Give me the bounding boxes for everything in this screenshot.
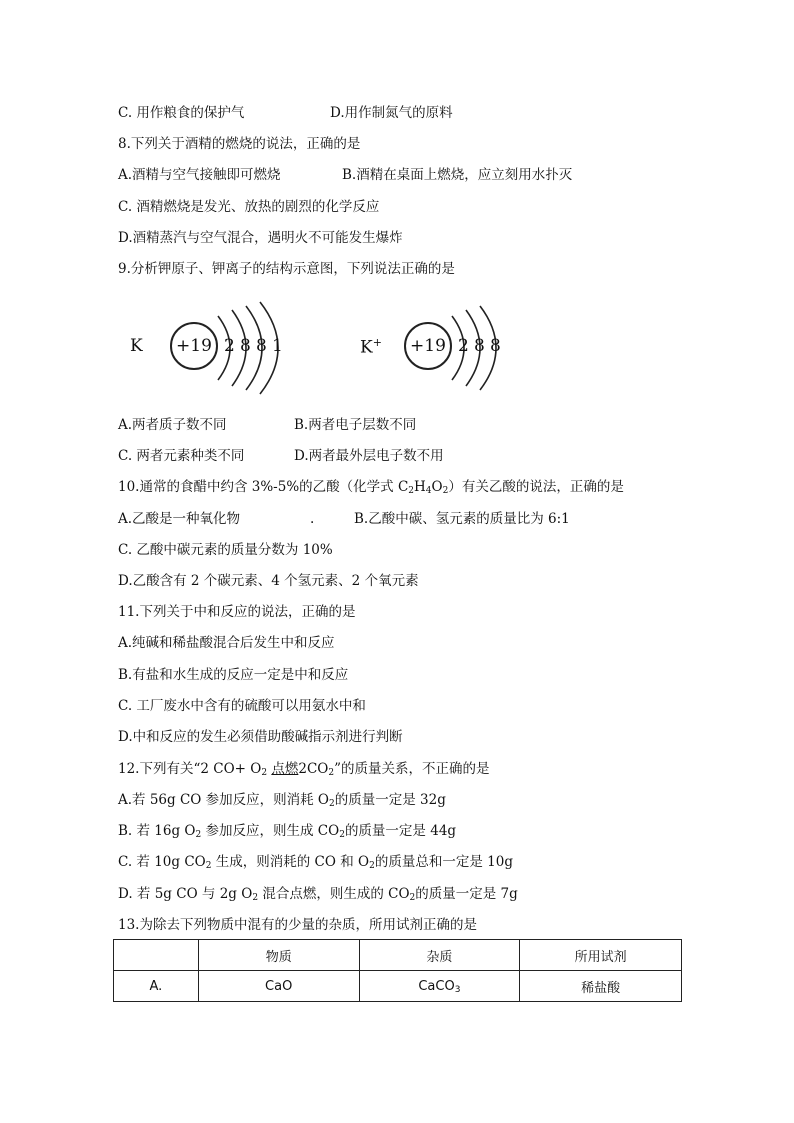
row-label: A.	[114, 971, 199, 1002]
q9-option-a: A.两者质子数不同	[118, 417, 227, 433]
q9-option-b: B.两者电子层数不同	[294, 417, 417, 433]
table-header-row	[114, 940, 682, 971]
row-impurity: CaCO$_3$	[359, 971, 520, 1002]
header-blank	[114, 940, 199, 971]
header-reagent: 所用试剂	[520, 940, 682, 971]
q13-options-table	[113, 939, 682, 1002]
q10-option-d: D.乙酸含有 2 个碳元素、4 个氢元素、2 个氧元素	[118, 573, 419, 589]
q11-option-b: B.有盐和水生成的反应一定是中和反应	[118, 667, 349, 683]
electron-shell-arcs	[352, 298, 542, 398]
q12-stem: 12.下列有关“2 $CO+ O_2$ 点燃$2CO_2$”的质量关系，不正确的是	[118, 761, 490, 778]
q10-option-b: B.乙酸中碳、氢元素的质量比为 6:1	[354, 511, 570, 527]
stray-dot: .	[310, 511, 315, 527]
q8-stem: 8.下列关于酒精的燃烧的说法，正确的是	[118, 136, 361, 152]
shell-2-electrons: 8	[240, 336, 251, 356]
shell-4-electrons: 1	[272, 336, 283, 356]
q9-stem: 9.分析钾原子、钾离子的结构示意图，下列说法正确的是	[118, 261, 455, 277]
q12-option-c: C. 若 10g $CO_2$ 生成，则消耗的 CO 和 $O_2$的质量总和一定是 10g	[118, 854, 513, 871]
reaction-condition: 点燃	[271, 761, 299, 777]
q10-option-a: A.乙酸是一种氧化物	[118, 511, 241, 527]
shell-2-electrons: 8	[474, 336, 485, 356]
q13-stem: 13.为除去下列物质中混有的少量的杂质，所用试剂正确的是	[118, 917, 477, 933]
q7-option-c: C. 用作粮食的保护气	[118, 105, 245, 121]
shell-3-electrons: 8	[256, 336, 267, 356]
q12-option-d: D. 若 5g CO 与 2g $O_2$ 混合点燃，则生成的 $CO_2$的质量一定是 7g	[118, 886, 518, 903]
q9-option-d: D.两者最外层电子数不用	[294, 448, 444, 464]
potassium-atom-diagram	[120, 298, 320, 398]
q11-option-d: D.中和反应的发生必须借助酸碱指示剂进行判断	[118, 729, 403, 745]
q8-option-a: A.酒精与空气接触即可燃烧	[118, 167, 281, 183]
potassium-ion-diagram	[352, 298, 542, 398]
ion-nucleus: +19	[404, 322, 452, 370]
q12-option-b: B. 若 16g $O_2$ 参加反应，则生成 $CO_2$的质量一定是 44g	[118, 823, 457, 840]
row-reagent: 稀盐酸	[520, 971, 682, 1002]
row-substance: CaO	[198, 971, 359, 1002]
q8-option-b: B.酒精在桌面上燃烧，应立刻用水扑灭	[342, 167, 573, 183]
shell-1-electrons: 2	[224, 336, 235, 356]
header-impurity: 杂质	[359, 940, 520, 971]
ion-symbol: K+	[360, 336, 382, 358]
q8-option-d: D.酒精蒸汽与空气混合，遇明火不可能发生爆炸	[118, 230, 403, 246]
shell-3-electrons: 8	[490, 336, 501, 356]
q11-option-a: A.纯碱和稀盐酸混合后发生中和反应	[118, 635, 335, 651]
atom-nucleus: +19	[170, 322, 218, 370]
header-substance: 物质	[198, 940, 359, 971]
ion-charge: +	[372, 336, 382, 349]
q10-option-c: C. 乙酸中碳元素的质量分数为 10%	[118, 542, 333, 558]
q11-option-c: C. 工厂废水中含有的硫酸可以用氨水中和	[118, 698, 366, 714]
table-row	[114, 971, 682, 1002]
shell-1-electrons: 2	[458, 336, 469, 356]
atom-symbol: K	[130, 336, 143, 356]
q8-option-c: C. 酒精燃烧是发光、放热的剧烈的化学反应	[118, 199, 380, 215]
electron-shell-arcs	[120, 298, 320, 398]
q7-option-d: D.用作制氮气的原料	[330, 105, 453, 121]
q12-option-a: A.若 56g CO 参加反应，则消耗 $O_2$的质量一定是 32g	[118, 792, 446, 809]
q10-stem: 10.通常的食醋中约含 3%-5%的乙酸（化学式 $C_2H_4O_2$）有关乙酸的说法，正确的是	[118, 479, 624, 496]
q11-stem: 11.下列关于中和反应的说法，正确的是	[118, 604, 356, 620]
q9-option-c: C. 两者元素种类不同	[118, 448, 245, 464]
